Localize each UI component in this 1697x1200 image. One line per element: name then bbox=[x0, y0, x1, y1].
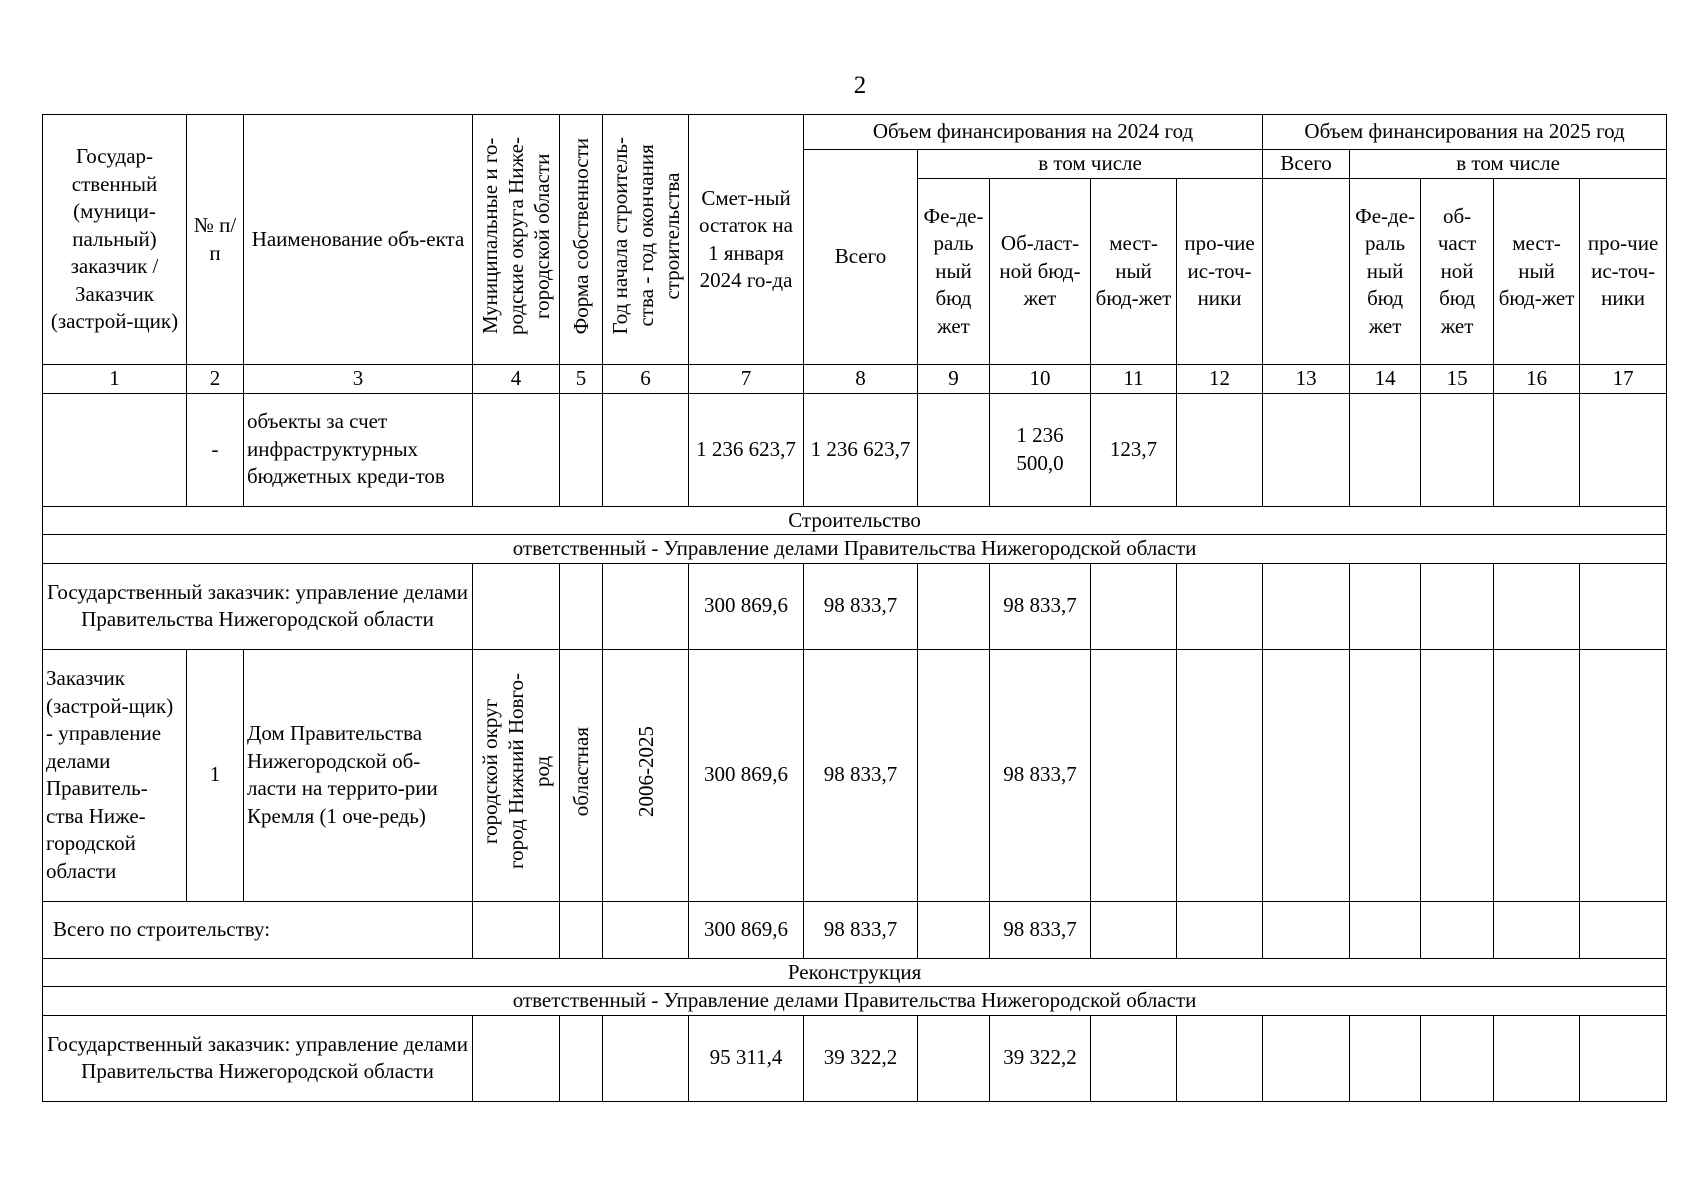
infra-num: - bbox=[187, 393, 244, 506]
section-responsible-construction: ответственный - Управление делами Правительства Нижегородской области bbox=[43, 535, 1667, 564]
gov2-total: 39 322,2 bbox=[804, 1015, 918, 1101]
infra-name: объекты за счет инфраструктурных бюджетных креди-тов bbox=[244, 393, 473, 506]
header-regional-2025: об-част ной бюд жет bbox=[1421, 179, 1494, 365]
table-row-gov-customer-1 bbox=[43, 563, 1667, 649]
header-local-2025: мест-ный бюд-жет bbox=[1494, 179, 1580, 365]
obj1-customer: Заказчик (застрой-щик) - управление делами Правитель-ства Ниже-городской области bbox=[43, 649, 187, 901]
header-federal-2025: Фе-де-раль ный бюд жет bbox=[1350, 179, 1421, 365]
header-ownership: Форма собственности bbox=[560, 115, 603, 365]
gov1-total: 98 833,7 bbox=[804, 563, 918, 649]
col-number: 16 bbox=[1494, 365, 1580, 394]
section-title-construction: Строительство bbox=[43, 506, 1667, 535]
header-num: № п/п bbox=[187, 115, 244, 365]
col-number: 8 bbox=[804, 365, 918, 394]
header-empty-2025 bbox=[1263, 179, 1350, 365]
sum1-regional: 98 833,7 bbox=[990, 901, 1091, 958]
gov2-estimate: 95 311,4 bbox=[689, 1015, 804, 1101]
header-estimate: Смет-ный остаток на 1 января 2024 го-да bbox=[689, 115, 804, 365]
header-name: Наименование объ-екта bbox=[244, 115, 473, 365]
gov1-estimate: 300 869,6 bbox=[689, 563, 804, 649]
header-including-2024: в том числе bbox=[918, 150, 1263, 179]
col-number: 5 bbox=[560, 365, 603, 394]
obj1-years: 2006-2025 bbox=[603, 649, 689, 901]
obj1-ownership: областная bbox=[560, 649, 603, 901]
table-row-gov-customer-2 bbox=[43, 1015, 1667, 1101]
header-other-2025: про-чие ис-точ-ники bbox=[1580, 179, 1667, 365]
obj1-total: 98 833,7 bbox=[804, 649, 918, 901]
col-number: 11 bbox=[1091, 365, 1177, 394]
infra-local: 123,7 bbox=[1091, 393, 1177, 506]
col-number: 6 bbox=[603, 365, 689, 394]
section-responsible-reconstruction: ответственный - Управление делами Правительства Нижегородской области bbox=[43, 987, 1667, 1016]
col-number: 10 bbox=[990, 365, 1091, 394]
col-number: 2 bbox=[187, 365, 244, 394]
infra-estimate: 1 236 623,7 bbox=[689, 393, 804, 506]
obj1-name: Дом Правительства Нижегородской об-ласти на террито-рии Кремля (1 оче-редь) bbox=[244, 649, 473, 901]
obj1-estimate: 300 869,6 bbox=[689, 649, 804, 901]
header-municipality: Муниципальные и го- родские округа Ниже- городской области bbox=[473, 115, 560, 365]
page-number: 2 bbox=[853, 72, 867, 99]
col-number: 3 bbox=[244, 365, 473, 394]
header-federal-2024: Фе-де-раль ный бюд жет bbox=[918, 179, 990, 365]
sum1-label: Всего по строительству: bbox=[43, 901, 473, 958]
header-customer: Государ-ственный (муници-пальный) заказчик / Заказчик (застрой-щик) bbox=[43, 115, 187, 365]
column-numbers-row bbox=[43, 365, 1667, 394]
gov1-customer: Государственный заказчик: управление делами Правительства Нижегородской области bbox=[43, 563, 473, 649]
col-number: 13 bbox=[1263, 365, 1350, 394]
col-number: 14 bbox=[1350, 365, 1421, 394]
header-regional-2024: Об-ласт-ной бюд-жет bbox=[990, 179, 1091, 365]
section-title-reconstruction: Реконструкция bbox=[43, 958, 1667, 987]
gov2-regional: 39 322,2 bbox=[990, 1015, 1091, 1101]
financing-table bbox=[42, 114, 1667, 1102]
obj1-num: 1 bbox=[187, 649, 244, 901]
col-number: 15 bbox=[1421, 365, 1494, 394]
gov1-regional: 98 833,7 bbox=[990, 563, 1091, 649]
col-number: 17 bbox=[1580, 365, 1667, 394]
header-fin2025: Объем финансирования на 2025 год bbox=[1263, 115, 1667, 150]
obj1-municipality: городской округ город Нижний Новго- род bbox=[473, 649, 560, 901]
infra-total: 1 236 623,7 bbox=[804, 393, 918, 506]
header-total-2025: Всего bbox=[1263, 150, 1350, 179]
table-row-infra bbox=[43, 393, 1667, 506]
header-other-2024: про-чие ис-точ-ники bbox=[1177, 179, 1263, 365]
header-fin2024: Объем финансирования на 2024 год bbox=[804, 115, 1263, 150]
header-local-2024: мест-ный бюд-жет bbox=[1091, 179, 1177, 365]
header-years: Год начала строитель- ства - год окончания строительства bbox=[603, 115, 689, 365]
col-number: 7 bbox=[689, 365, 804, 394]
sum1-estimate: 300 869,6 bbox=[689, 901, 804, 958]
header-including-2025: в том числе bbox=[1350, 150, 1667, 179]
col-number: 4 bbox=[473, 365, 560, 394]
col-number: 1 bbox=[43, 365, 187, 394]
col-number: 9 bbox=[918, 365, 990, 394]
gov2-customer: Государственный заказчик: управление делами Правительства Нижегородской области bbox=[43, 1015, 473, 1101]
table-row-total-construction bbox=[43, 901, 1667, 958]
header-total-2024: Всего bbox=[804, 150, 918, 365]
infra-regional: 1 236 500,0 bbox=[990, 393, 1091, 506]
table-row-object-1 bbox=[43, 649, 1667, 901]
col-number: 12 bbox=[1177, 365, 1263, 394]
sum1-total: 98 833,7 bbox=[804, 901, 918, 958]
obj1-regional: 98 833,7 bbox=[990, 649, 1091, 901]
